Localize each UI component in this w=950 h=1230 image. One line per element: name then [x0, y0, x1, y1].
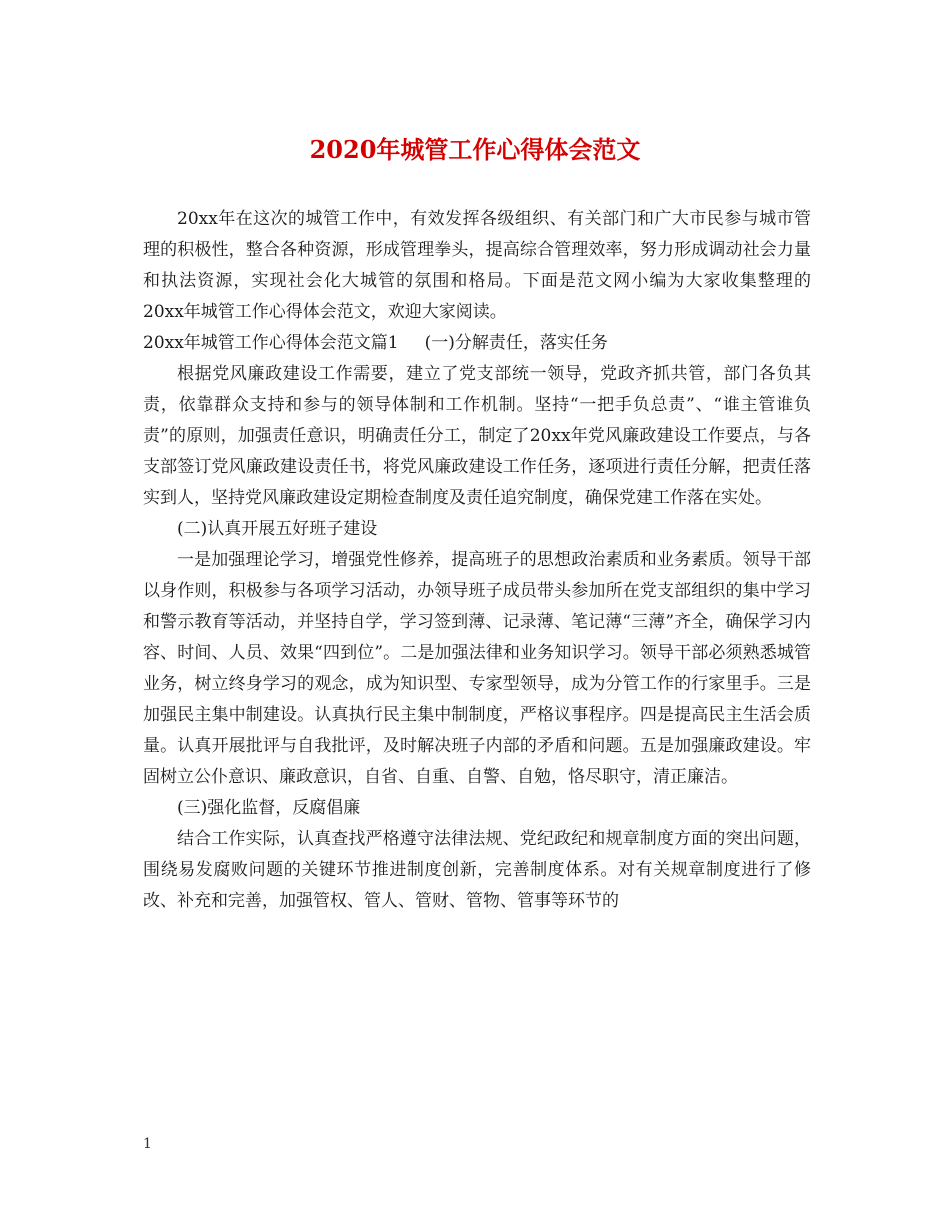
page-number: 1	[143, 1136, 152, 1152]
article-heading: 20xx年城管工作心得体会范文篇1	[143, 333, 399, 353]
section1-paragraph: 根据党风廉政建设工作需要，建立了党支部统一领导，党政齐抓共管，部门各负其责，依靠群众支持和参与的领导体制和工作机制。坚持“一把手负总责”、“谁主管谁负责”的原则，加强责任意识，明确责任分工，制定了20xx年党风廉政建设工作要点，与各支部签订党风廉政建设责任书，将党风廉政建设工作任务，逐项进行责任分解，把责任落实到人，坚持党风廉政建设定期检查制度及责任追究制度，确保党建工作落在实处。	[143, 364, 811, 508]
section2-paragraph: 一是加强理论学习，增强党性修养，提高班子的思想政治素质和业务素质。领导干部以身作则，积极参与各项学习活动，办领导班子成员带头参加所在党支部组织的集中学习和警示教育等活动，并坚持自学，学习签到薄、记录薄、笔记薄“三薄”齐全，确保学习内容、时间、人员、效果“四到位”。二是加强法律和业务知识学习。领导干部必须熟悉城管业务，树立终身学习的观念，成为知识型、专家型领导，成为分管工作的行家里手。三是加强民主集中制建设。认真执行民主集中制制度，严格议事程序。四是提高民主生活会质量。认真开展批评与自我批评，及时解决班子内部的矛盾和问题。五是加强廉政建设。牢固树立公仆意识、廉政意识，自省、自重、自警、自勉，恪尽职守，清正廉洁。	[143, 550, 811, 787]
document-body	[143, 204, 811, 917]
section2-heading: (二)认真开展五好班子建设	[177, 519, 378, 539]
article-heading-line	[143, 328, 811, 359]
document-title: 2020年城管工作心得体会范文	[309, 135, 641, 164]
intro-paragraph: 20xx年在这次的城管工作中，有效发挥各级组织、有关部门和广大市民参与城市管理的积极性，整合各种资源，形成管理拳头，提高综合管理效率，努力形成调动社会力量和执法资源，实现社会化大城管的氛围和格局。下面是范文网小编为大家收集整理的20xx年城管工作心得体会范文，欢迎大家阅读。	[143, 209, 811, 322]
section3-paragraph: 结合工作实际，认真查找严格遵守法律法规、党纪政纪和规章制度方面的突出问题，围绕易发腐败问题的关键环节推进制度创新，完善制度体系。对有关规章制度进行了修改、补充和完善，加强管权、管人、管财、管物、管事等环节的	[143, 829, 811, 911]
section3-heading: (三)强化监督，反腐倡廉	[177, 798, 361, 818]
section1-heading: (一)分解责任，落实任务	[424, 333, 608, 353]
